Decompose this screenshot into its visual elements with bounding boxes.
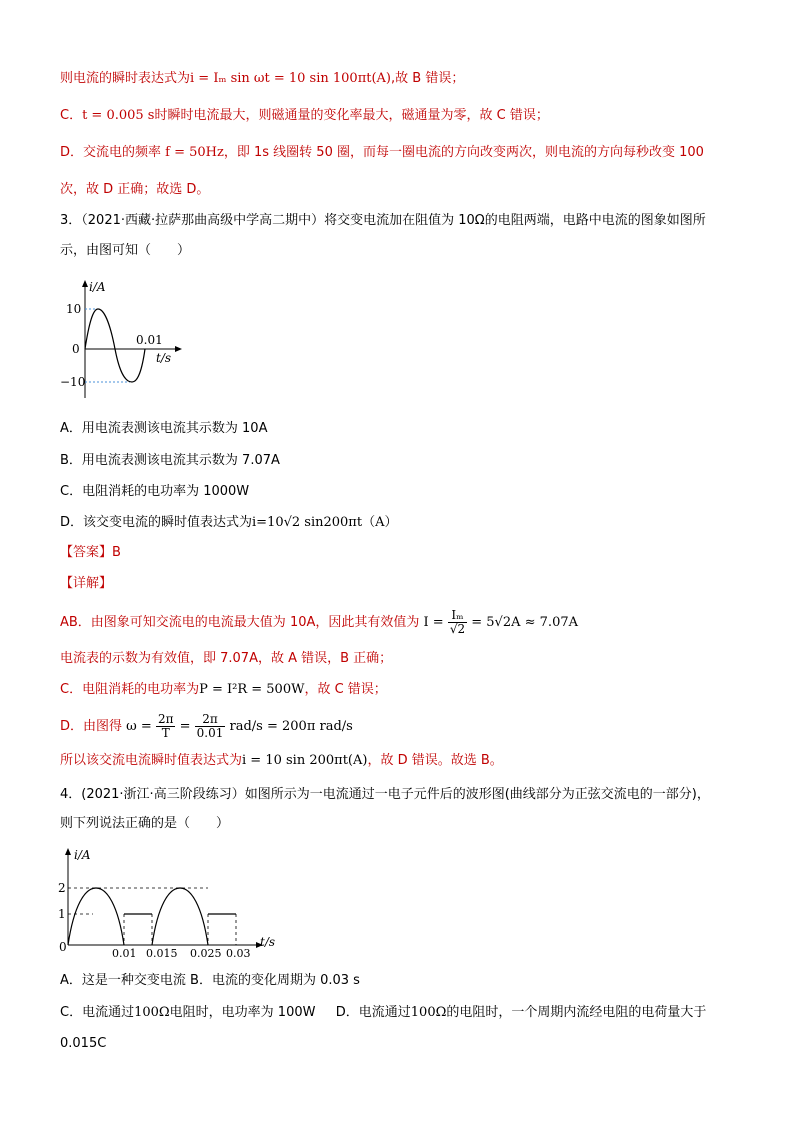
denominator: √2	[449, 622, 466, 636]
tick-1: 1	[58, 907, 66, 921]
numerator: 2π	[157, 712, 174, 726]
equation: =	[179, 719, 191, 734]
text: D．由图得	[60, 719, 123, 734]
ylabel: i/A	[89, 280, 106, 294]
q3-detail-title: 【详解】	[60, 576, 113, 591]
x-axis-arrow	[175, 346, 182, 352]
q3-detail-d	[60, 712, 353, 742]
numerator: 2π	[195, 713, 226, 727]
fraction	[448, 609, 467, 636]
q3-option-c: C．电阻消耗的电功率为 1000W	[60, 484, 250, 499]
q3-detail-ab-2: 电流表的示数为有效值，即 7.07A，故 A 错误，B 正确；	[60, 651, 393, 666]
xlabel: t/s	[156, 351, 172, 365]
equation: 100Ω	[134, 1005, 170, 1020]
tick-bottom: −10	[60, 375, 86, 389]
half-sine-2	[152, 888, 208, 945]
text: C．电阻消耗的电功率为	[60, 682, 200, 697]
q4-option-cd	[60, 1004, 706, 1022]
text: D．该交变电流的瞬时值表达式为	[60, 515, 253, 530]
y-axis-arrow	[82, 280, 88, 287]
q3-sine-graph	[58, 278, 188, 403]
q4-option-d-line-2: 0.015C	[60, 1036, 107, 1051]
text: 则电流的瞬时表达式为	[60, 71, 191, 86]
q3-stem-1: 3．（2021·西藏·拉萨那曲高级中学高二期中）将交变电流加在阻值为 10Ω的电阻两端，电路中电流的图象如图所	[60, 213, 706, 228]
half-sine-1	[68, 888, 124, 945]
q3-detail-final	[60, 752, 503, 770]
equation: f = 50Hz	[165, 145, 224, 160]
equation: P = I²R = 500W	[199, 682, 305, 697]
prev-line-4	[60, 181, 209, 199]
q3-detail-c	[60, 681, 387, 699]
equation: 100Ω	[410, 1005, 447, 1020]
equation: i=10√2 sin200πt（A）	[252, 515, 398, 530]
q3-stem-2: 示，由图可知（ ）	[60, 243, 191, 258]
text: 的电阻时，一个周期内流经电阻的电荷量大于	[446, 1005, 707, 1020]
denominator: 0.01	[196, 726, 224, 740]
fraction	[195, 713, 226, 740]
text: AB．由图象可知交流电的电流最大值为 10A，因此其有效值为	[60, 615, 420, 630]
tick-x4: 0.03	[226, 947, 251, 960]
prev-line-1	[60, 70, 464, 88]
prev-line-2	[60, 107, 549, 125]
tick-0: 0	[59, 940, 67, 954]
text: ，故 C 错误；	[304, 682, 387, 697]
text: ，故 D 错误。故选 B。	[367, 753, 503, 768]
equation: = 5√2A ≈ 7.07A	[471, 615, 578, 630]
text: C．电流通过	[60, 1005, 135, 1020]
y-axis-arrow	[65, 848, 71, 855]
ylabel: i/A	[74, 848, 91, 862]
tick-zero: 0	[72, 342, 80, 356]
text: D．交流电的频率	[60, 145, 162, 160]
tick-x3: 0.025	[190, 947, 222, 960]
text: C．	[60, 108, 83, 123]
q3-option-b: B．用电流表测该电流其示数为 7.07A	[60, 453, 280, 468]
text: 所以该交流电流瞬时值表达式为	[60, 753, 243, 768]
tick-top: 10	[66, 302, 82, 316]
q4-option-ab: A．这是一种交变电流 B．电流的变化周期为 0.03 s	[60, 973, 360, 988]
denominator: T	[161, 726, 170, 740]
q3-answer: 【答案】B	[60, 545, 121, 560]
tick-2: 2	[58, 881, 66, 895]
text: 时瞬时电流最大，则磁通量的变化率最大，磁通量为零，故 C 错误；	[154, 108, 549, 123]
fraction	[156, 713, 176, 740]
equation: i = 10 sin 200πt(A)	[242, 753, 368, 768]
prev-line-3	[60, 144, 704, 162]
equation: t = 0.005 s	[82, 108, 155, 123]
text: D．电流通过	[335, 1005, 411, 1020]
q4-stem-2: 则下列说法正确的是（ ）	[60, 816, 230, 831]
text: ，即 1s 线圈转 50 圈，而每一圈电流的方向改变两次，则电流的方向每秒改变 100	[223, 145, 704, 160]
equation: rad/s = 200π rad/s	[229, 719, 353, 734]
xlabel: t/s	[260, 935, 276, 949]
text: 电阻时，电功率为 100W	[169, 1005, 316, 1020]
tick-x: 0.01	[136, 333, 163, 347]
q3-option-a: A．用电流表测该电流其示数为 10A	[60, 421, 268, 436]
tick-x1: 0.01	[112, 947, 137, 960]
equation: I =	[423, 615, 444, 630]
q4-stem-1: 4．(2021·浙江·高三阶段练习）如图所示为一电流通过一电子元件后的波形图(曲线部分为正弦交流电的一部分)，	[60, 787, 710, 802]
q3-detail-ab	[60, 609, 578, 636]
tick-x2: 0.015	[146, 947, 178, 960]
equation: i = Iₘ sin ωt = 10 sin 100πt(A)	[190, 71, 392, 86]
equation: ω =	[126, 719, 152, 734]
numerator: Iₘ	[448, 609, 467, 623]
q3-option-d	[60, 514, 397, 532]
text: ,故 B 错误；	[391, 71, 465, 86]
text: 次，故 D 正确；故选 D。	[60, 182, 210, 197]
q4-wave-graph	[58, 845, 283, 960]
